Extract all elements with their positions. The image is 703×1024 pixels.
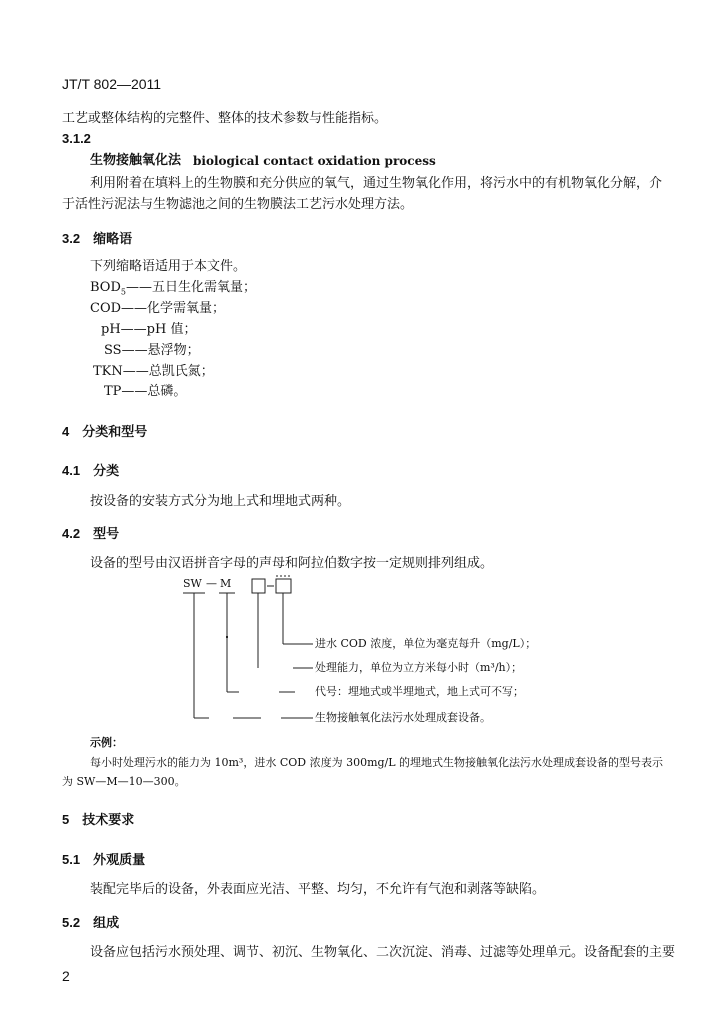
abbreviation-ph <box>101 322 196 338</box>
term-chinese: 生物接触氧化法 <box>90 153 182 168</box>
abbreviation-meaning: ——五日生化需氧量； <box>125 280 256 295</box>
section-number-3-1-2: 3.1.2 <box>62 131 91 146</box>
abbreviation-subscript: 5 <box>120 287 126 297</box>
section-heading-5-1: 5.1 外观质量 <box>62 852 146 867</box>
definition-line-1: 利用附着在填料上的生物膜和充分供应的氧气，通过生物氧化作用，将污水中的有机物氧化分解，介 <box>90 176 663 191</box>
abbreviations-intro: 下列缩略语适用于本文件。 <box>90 259 247 274</box>
diagram-separator: — <box>206 577 217 590</box>
diagram-label-capacity: 处理能力，单位为立方米每小时（m³/h）； <box>315 661 523 674</box>
diagram-part-sw: SW <box>183 577 202 590</box>
abbreviation-code: COD <box>90 301 122 316</box>
abbreviation-code: SS <box>104 343 122 358</box>
section-4-1-text: 按设备的安装方式分为地上式和埋地式两种。 <box>90 494 351 509</box>
model-number-diagram <box>175 572 555 732</box>
section-heading-3-2: 3.2 缩略语 <box>62 231 133 246</box>
section-heading-4-2: 4.2 型号 <box>62 526 120 541</box>
section-heading-4: 4 分类和型号 <box>62 424 148 439</box>
abbreviation-bod5 <box>90 280 256 301</box>
document-number: JT/T 802—2011 <box>62 76 162 92</box>
section-heading-5-2: 5.2 组成 <box>62 915 120 930</box>
diagram-part-m: M <box>220 577 232 590</box>
section-4-2-text: 设备的型号由汉语拼音字母的声母和阿拉伯数字按一定规则排列组成。 <box>90 556 494 571</box>
abbreviation-meaning: ——化学需氧量； <box>121 301 226 316</box>
abbreviation-code: BOD <box>90 280 121 295</box>
abbreviation-code: pH <box>101 322 121 337</box>
abbreviation-meaning: ——pH 值； <box>120 322 197 337</box>
diagram-lines <box>175 572 555 732</box>
diagram-label-cod: 进水 COD 浓度，单位为毫克每升（mg/L）； <box>315 637 537 650</box>
section-5-1-text: 装配完毕后的设备，外表面应光洁、平整、均匀，不允许有气泡和剥落等缺陷。 <box>90 882 546 897</box>
abbreviation-tp <box>104 384 186 400</box>
section-heading-4-1: 4.1 分类 <box>62 463 120 478</box>
abbreviation-meaning: ——总磷。 <box>121 384 187 399</box>
abbreviation-meaning: ——总凯氏氮； <box>122 364 214 379</box>
abbreviation-code: TKN <box>93 364 123 379</box>
example-label: 示例： <box>90 737 123 749</box>
example-line-2: 为 SW—M—10—300。 <box>62 775 186 788</box>
abbreviation-cod <box>90 301 225 317</box>
diagram-label-equipment: 生物接触氧化法污水处理成套设备。 <box>315 711 491 724</box>
continued-paragraph: 工艺或整体结构的完整件、整体的技术参数与性能指标。 <box>62 111 388 126</box>
definition-line-2: 于活性污泥法与生物滤池之间的生物膜法工艺污水处理方法。 <box>62 197 414 212</box>
section-5-2-text: 设备应包括污水预处理、调节、初沉、生物氧化、二次沉淀、消毒、过滤等处理单元。设备配套的主要 <box>90 945 676 960</box>
abbreviation-code: TP <box>104 384 122 399</box>
abbreviation-tkn <box>93 364 214 380</box>
example-line-1: 每小时处理污水的能力为 10m³，进水 COD 浓度为 300mg/L 的埋地式生物接触氧化法污水处理成套设备的型号表示 <box>90 756 664 769</box>
section-heading-5: 5 技术要求 <box>62 812 135 827</box>
abbreviation-meaning: ——悬浮物； <box>121 343 200 358</box>
abbreviation-ss <box>104 343 200 359</box>
page-number: 2 <box>62 968 70 984</box>
diagram-label-code: 代号：埋地式或半埋地式，地上式可不写； <box>315 685 524 698</box>
term-english: biological contact oxidation process <box>193 154 436 168</box>
